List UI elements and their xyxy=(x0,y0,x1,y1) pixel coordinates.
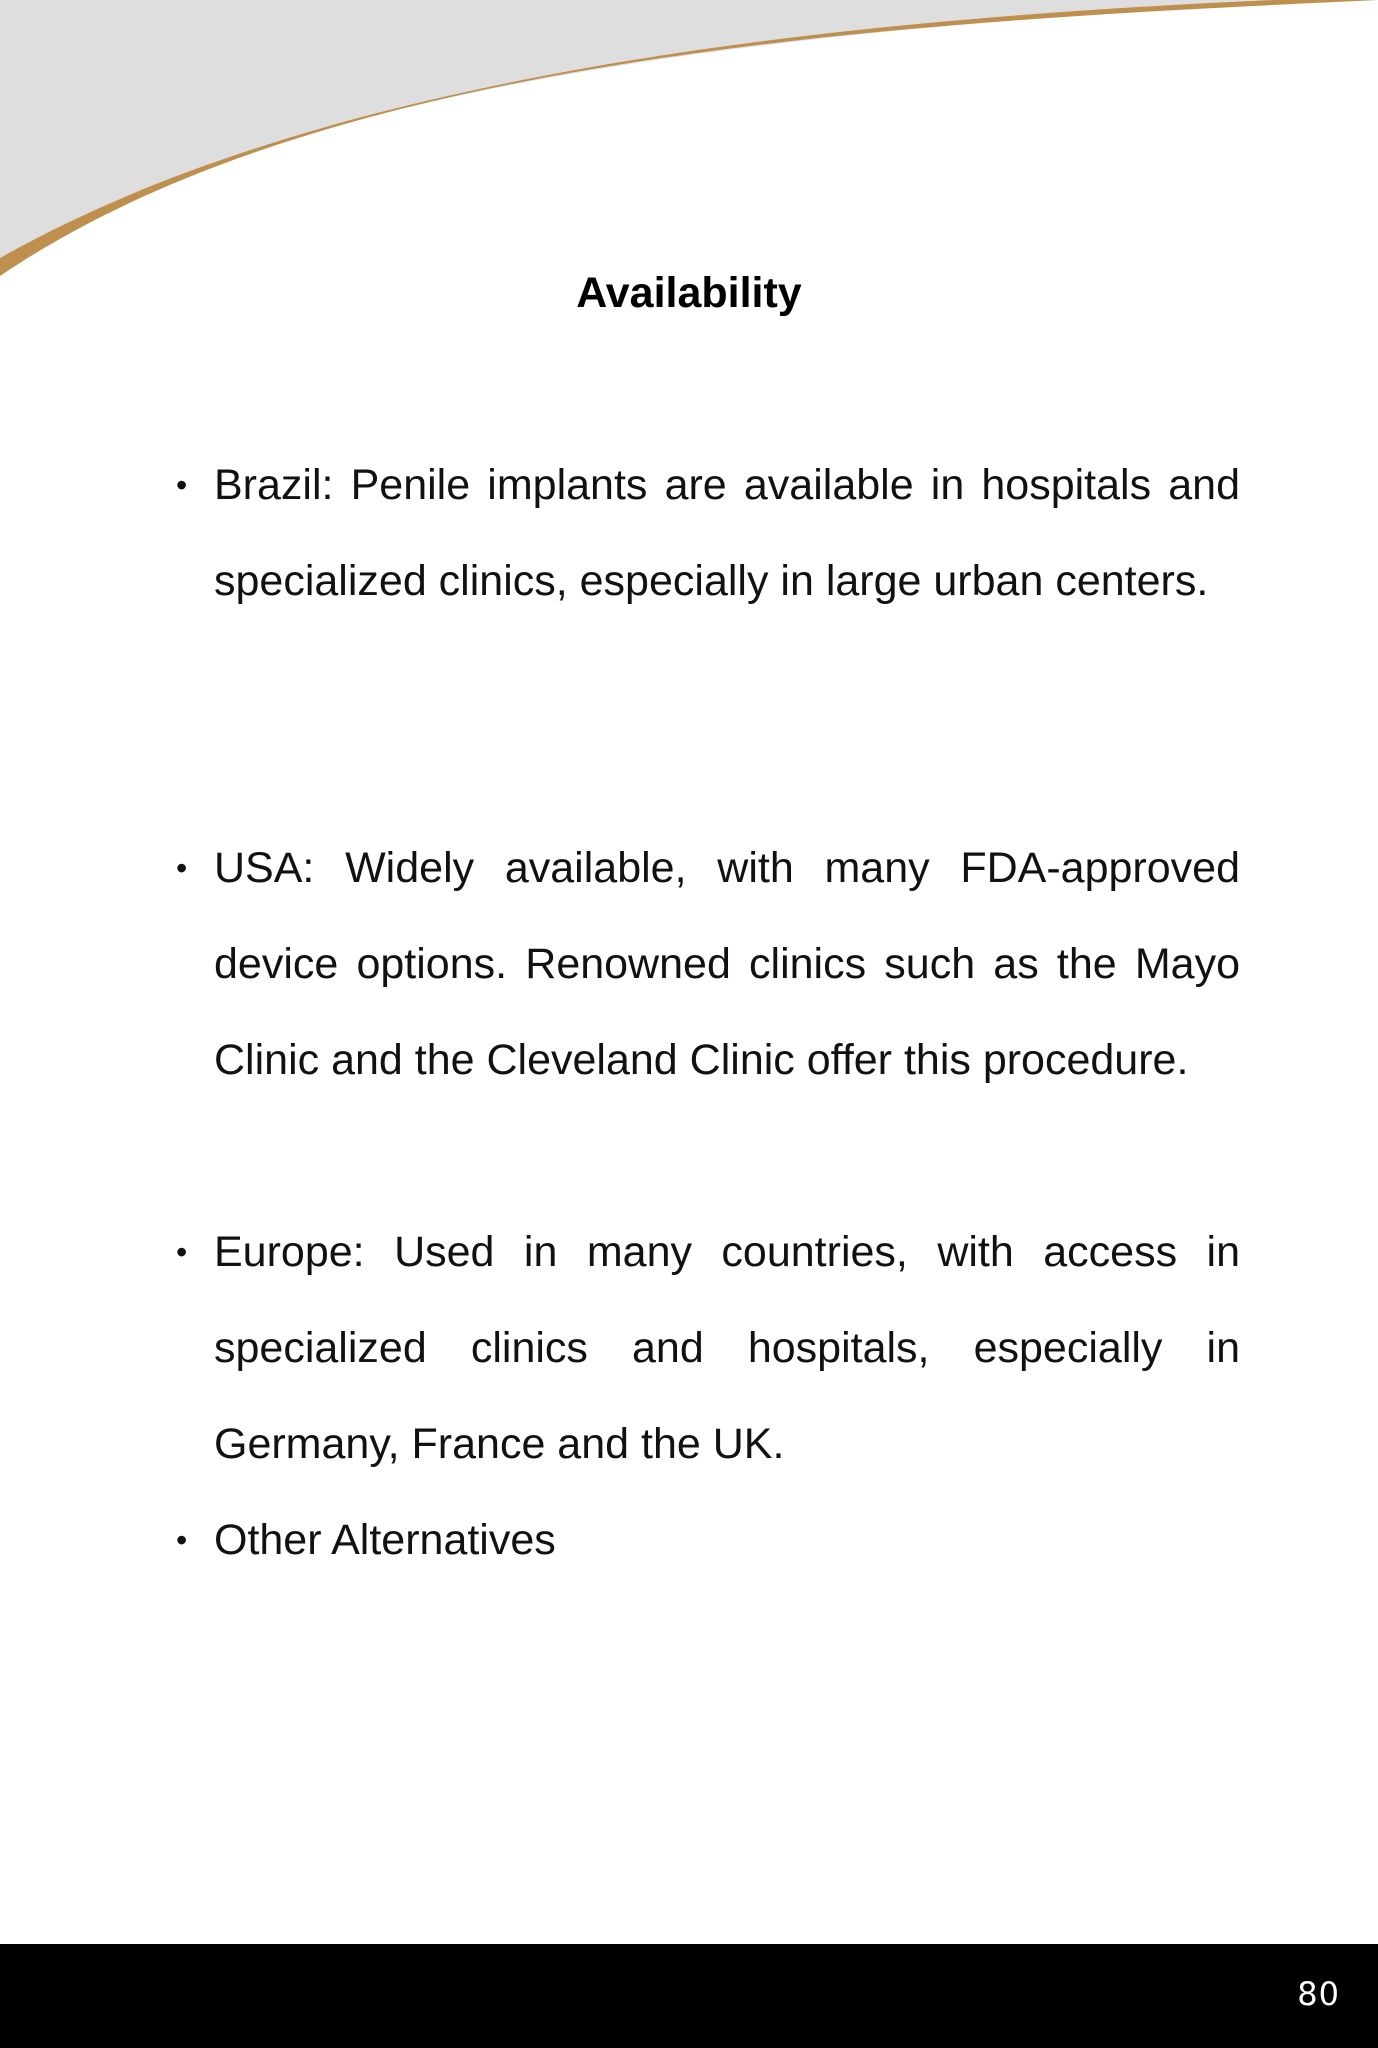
list-item-text: Brazil: Penile implants are available in hospitals and specialized clinics, especially in large urban centers. xyxy=(214,461,1240,605)
list-item-text: Other Alternatives xyxy=(214,1516,556,1564)
list-item xyxy=(176,820,1240,1108)
page-number: 80 xyxy=(1297,1975,1340,2013)
bullet-icon: • xyxy=(176,850,188,886)
list-item-text: USA: Widely available, with many FDA-approved device options. Renowned clinics such as the Mayo Clinic and the Cleveland Clinic offer this procedure. xyxy=(214,844,1240,1084)
list-item xyxy=(176,1204,1240,1492)
bullet-icon: • xyxy=(176,467,188,503)
page-title: Availability xyxy=(576,269,802,317)
bullet-icon: • xyxy=(176,1234,188,1270)
footer-bar xyxy=(0,1944,1378,2048)
list-item-text: Europe: Used in many countries, with access in specialized clinics and hospitals, especially in Germany, France and the UK. xyxy=(214,1228,1240,1468)
header-decoration xyxy=(0,0,1378,300)
list-item xyxy=(176,437,1240,629)
header-gray-band xyxy=(0,0,1378,258)
bullet-icon: • xyxy=(176,1522,188,1558)
list-item xyxy=(176,1492,1240,1588)
